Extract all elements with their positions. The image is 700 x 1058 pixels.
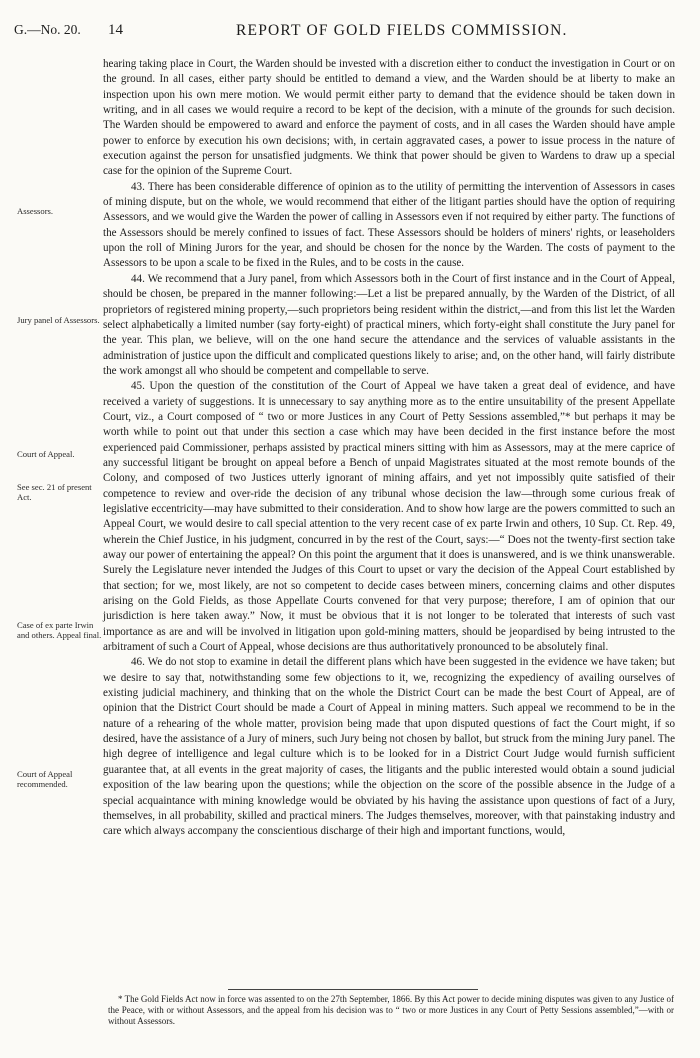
margin-note-see-sec-21: See sec. 21 of present Act. — [17, 482, 92, 502]
page-number: 14 — [108, 22, 123, 38]
margin-note-assessors: Assessors. — [17, 206, 54, 216]
document-reference: G.—No. 20. — [14, 22, 81, 37]
margin-note-jury-panel: Jury panel of Assessors. — [17, 315, 100, 325]
paragraph-45: 45. Upon the question of the constitution of the Court of Appeal we have taken a great deal of evidence, and have received a variety of suggestions. It is unnecessary to say anything more as to the entire unsuitability of the present Appellate Court, viz., a Court composed of “ two or more Justices in any Court of Petty Sessions assembled,”* but perhaps it may be worth while to point out that under this section a case which may have been decided in the first instance before the most experienced paid Commissioner, perhaps assisted by practical miners sitting with him as Assessors, may at the mere caprice of any successful litigant be brought on appeal before a Bench of unpaid Magistrates situated at the most remote bounds of the Colony, and composed of two Justices utterly ignorant of mining affairs, and yet not impossibly quite satisfied of their competence to review and over-ride the decision of any tribunal whose decision the law—through some curious freak of legislative eccentricity—may have submitted to their consideration. And to show how large are the powers committed to such an Appeal Court, we would desire to call special attention to the very recent case of ex parte Irwin and others, 10 Sup. Ct. Rep. 49, wherein the Chief Justice, in his judgment, concurred in by the rest of the Court, says:—“ Does not the twenty-first section take away our power of entertaining the appeal? On this point the argument that it does is unanswered, and is we think unanswerable. Surely the Legislature never intended the Judges of this Court to upset or vary the decision of the Appeal Court established by that section; for we, most likely, are not so competent to decide cases between miners, concerning claims and other disputes arising on the Gold Fields, as those Appellate Courts convened for that very purpose; therefore, I am of opinion that our jurisdiction is here taken away.” Now, it must be obvious that it is not longer to be tolerated that interests of such vast importance as are and will be involved in litigation upon gold-mining matters, should be jeopardised by being intrusted to the arbitrament of such a Court of Appeal, whose decisions are thus authoritatively pronounced to be absolutely final. — [103, 380, 675, 654]
paragraph-43: 43. There has been considerable difference of opinion as to the utility of permitting the intervention of Assessors in cases of mining dispute, but on the whole, we would recommend that either of the litigant parties should have the option of requiring Assessors, and we would give the Warden the power of calling in Assessors even if not required by either party. The functions of the Assessors should be merely confined to issues of fact. These Assessors should be holders of miners' rights, or leaseholders upon the roll of Mining Jurors for the year, and should be chosen for the nonce by the Warden. The costs of payment to the Assessors to be upon a scale to be fixed in the Rules, and to be costs in the cause. — [103, 180, 675, 270]
report-body — [103, 57, 675, 840]
footnote: * The Gold Fields Act now in force was assented to on the 27th September, 1866. By this Act power to decide mining disputes was given to any Justice of the Peace, with or without Assessors, and the appeal from his decision was to “ two or more Justices in any Court of Petty Sessions assembled,”—with or without Assessors. — [108, 994, 674, 1026]
margin-note-court-of-appeal: Court of Appeal. — [17, 449, 75, 459]
page-header — [8, 22, 688, 42]
paragraph-42-continued: hearing taking place in Court, the Warden should be invested with a discretion either to conduct the investigation in Court or on the ground. In all cases, either party should be entitled to demand a view, and the Warden should be at liberty to make an inspection upon his own mere motion. We would permit either party to demand that the evidence should be taken down in writing, and in all cases we would require a record to be kept of the decision, with a minute of the grounds for such decision. The Warden should be empowered to award and enforce the payment of costs, and in all cases the Warden should have ample power to enforce by execution his own decisions; with, in certain aggravated cases, a power to issue process in the nature of execution against the person for unsatisfied judgments. We think that power should be given to Wardens to draw up a special case for the opinion of the Supreme Court. — [103, 58, 675, 178]
page-title: REPORT OF GOLD FIELDS COMMISSION. — [236, 22, 568, 39]
paragraph-46: 46. We do not stop to examine in detail the different plans which have been suggested in the evidence we have taken; but we desire to say that, notwithstanding some few objections to it, we, recognizing the expediency of availing ourselves of existing judicial machinery, and thinking that on the whole the District Court can be made the best Court of Appeal, are of opinion that the District Court should be made a Court of Appeal in mining matters. Such appeal we recommend to be in the nature of a rehearing of the whole matter, provision being made that upon disputed questions of fact the Court might, if so desired, have the assistance of a Jury of miners, such Jury being not chosen by ballot, but struck from the mining Jury panel. The high degree of intelligence and legal culture which is to be looked for in a District Court Judge would furnish sufficient guarantee that, at all events in the great majority of cases, the litigants and the public interested would obtain a sound judicial exposition of the law bearing upon the questions; while the objection on the score of the possible absence in the Judge of a special acquaintance with mining knowledge would be obviated by his having the assistance upon questions of fact of a Jury, themselves, in all probability, skilled and practical miners. The Judges themselves, moreover, with that painstaking industry and care which always accompany the conscientious discharge of their high and important functions, would, — [103, 656, 675, 838]
margin-note-ex-parte-irwin: Case of ex parte Irwin and others. Appeal final. — [17, 620, 102, 640]
footnote-divider — [228, 989, 478, 990]
margin-note-court-of-appeal-recommended: Court of Appeal recommended. — [17, 769, 73, 789]
paragraph-44: 44. We recommend that a Jury panel, from which Assessors both in the Court of first instance and in the Court of Appeal, should be chosen, be prepared in the manner following:—Let a list be prepared annually, by the Warden of the District, of all proprietors of registered mining property,—such proprietors being resident within the district,—and from this list let the Warden select alphabetically a limited number (say forty-eight) of practical miners, which forty-eight shall constitute the Jury panel for the year. This plan, we believe, will on the one hand secure the attendance and the services of valuable assistants in the administration of justice upon the difficult and complicated questions likely to arise; and, on the other hand, will fairly distribute the work amongst all who should be competent and compellable to serve. — [103, 272, 675, 377]
